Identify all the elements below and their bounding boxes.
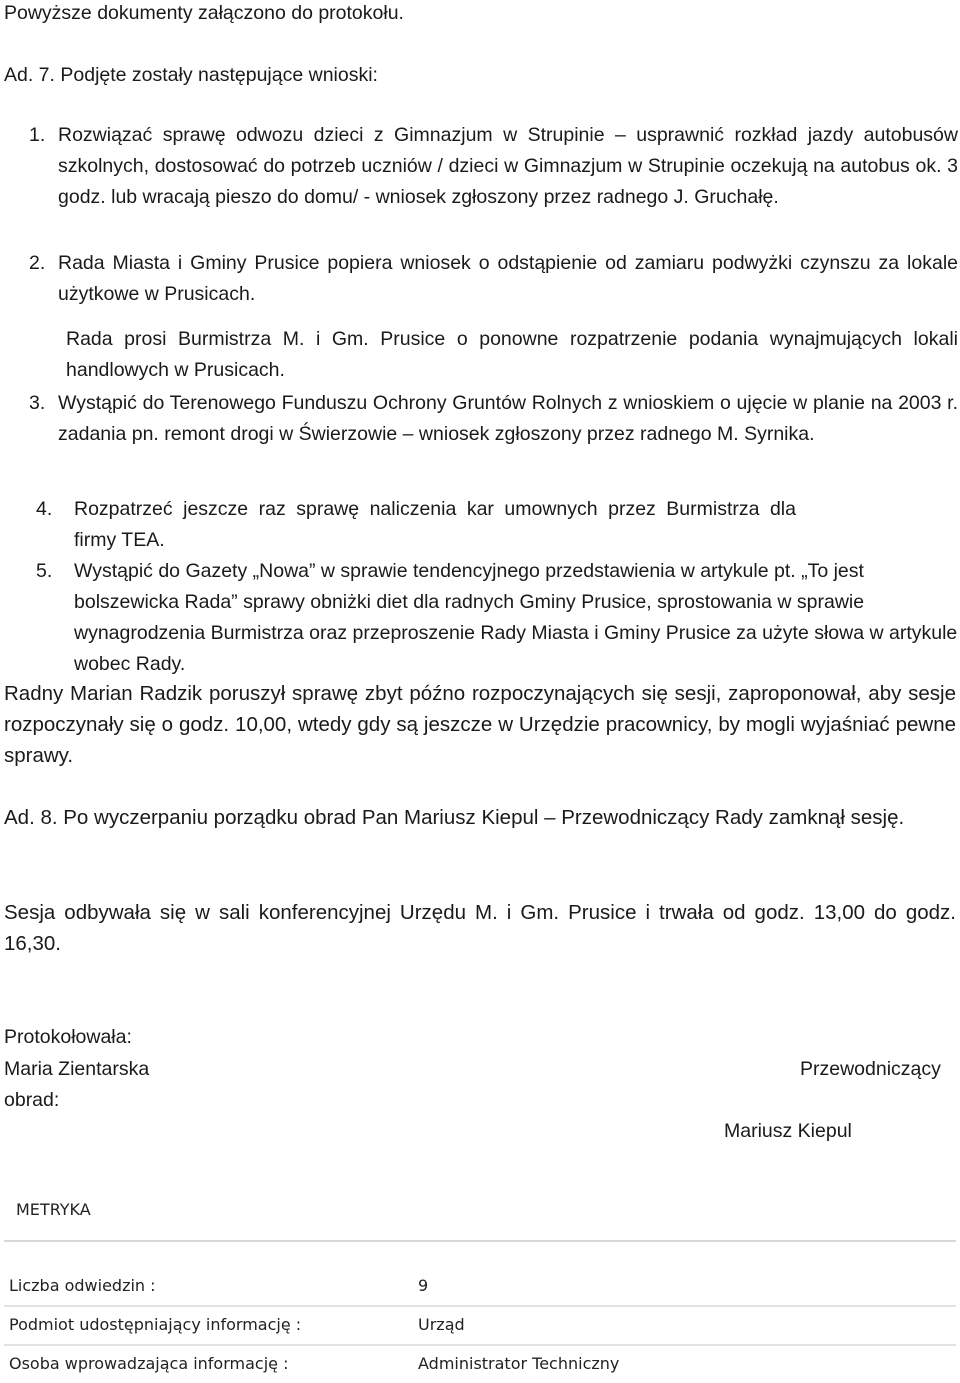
radzik-paragraph: Radny Marian Radzik poruszył sprawę zbyt późno rozpoczynających się sesji, zaproponował, aby sesje rozpoczynały się o godz. 10,00, wtedy gdy są jeszcze w Urzędzie pracownicy, by mogli wyjaśniać pewne sprawy. [4, 682, 956, 767]
metryka-value: Urząd [418, 1315, 465, 1334]
recorder-name: Maria Zientarska [4, 1058, 150, 1080]
intro-line: Powyższe dokumenty załączono do protokołu. [4, 2, 404, 24]
item-2-number: 2. [29, 252, 46, 274]
chair-name: Mariusz Kiepul [724, 1120, 852, 1142]
metryka-table [4, 1268, 956, 1383]
metryka-row-visits [4, 1268, 956, 1307]
recorder-label: Protokołowała: [4, 1026, 132, 1048]
chair-label: Przewodniczący [800, 1058, 941, 1080]
chair-label-continued: obrad: [4, 1089, 60, 1111]
item-2-text: Rada Miasta i Gminy Prusice popiera wniosek o odstąpienie od zamiaru podwyżki czynszu za lokale użytkowe w Prusicach. [58, 252, 958, 305]
item-4-number: 4. [36, 498, 53, 520]
item-3-number: 3. [29, 392, 46, 414]
metryka-value: 9 [418, 1276, 429, 1295]
metryka-divider [4, 1240, 956, 1242]
item-3-text: Wystąpić do Terenowego Funduszu Ochrony Gruntów Rolnych z wnioskiem o ujęcie w planie na 2003 r. zadania pn. remont drogi w Świerzowie – wniosek zgłoszony przez radnego M. Syrnika. [58, 392, 958, 445]
metryka-label: Podmiot udostępniający informację : [9, 1315, 302, 1334]
item-5-text: Wystąpić do Gazety „Nowa” w sprawie tendencyjnego przedstawienia w artykule pt. „To jest bolszewicka Rada” sprawy obniżki diet dla radnych Gminy Prusice, sprostowania w sprawie wynagrodzenia Burmistrza oraz przeproszenie Rady Miasta i Gminy Prusice za użyte słowa w artykule wobec Rady. [74, 560, 958, 675]
metryka-row-author [4, 1346, 956, 1383]
metryka-label: Liczba odwiedzin : [9, 1276, 156, 1295]
item-2b-text: Rada prosi Burmistrza M. i Gm. Prusice o ponowne rozpatrzenie podania wynajmujących lokali handlowych w Prusicach. [66, 328, 958, 381]
ad7-heading: Ad. 7. Podjęte zostały następujące wnioski: [4, 64, 378, 86]
metryka-row-entity [4, 1307, 956, 1346]
metryka-label: Osoba wprowadzająca informację : [9, 1354, 289, 1373]
item-5-number: 5. [36, 560, 53, 582]
metryka-title: METRYKA [16, 1200, 91, 1219]
ad8-paragraph: Ad. 8. Po wyczerpaniu porządku obrad Pan Mariusz Kiepul – Przewodniczący Rady zamknął sesję. [4, 806, 905, 829]
item-4-text: Rozpatrzeć jeszcze raz sprawę naliczenia kar umownych przez Burmistrza dla firmy TEA. [74, 498, 796, 551]
item-1-text: Rozwiązać sprawę odwozu dzieci z Gimnazjum w Strupinie – usprawnić rozkład jazdy autobusów szkolnych, dostosować do potrzeb uczniów / dzieci w Gimnazjum w Strupinie oczekują na autobus ok. 3 godz. lub wracają pieszo do domu/ - wniosek zgłoszony przez radnego J. Gruchałę. [58, 124, 958, 208]
session-paragraph: Sesja odbywała się w sali konferencyjnej Urzędu M. i Gm. Prusice i trwała od godz. 13,00 do godz. 16,30. [4, 901, 956, 955]
item-1-number: 1. [29, 124, 46, 146]
metryka-value: Administrator Techniczny [418, 1354, 620, 1373]
